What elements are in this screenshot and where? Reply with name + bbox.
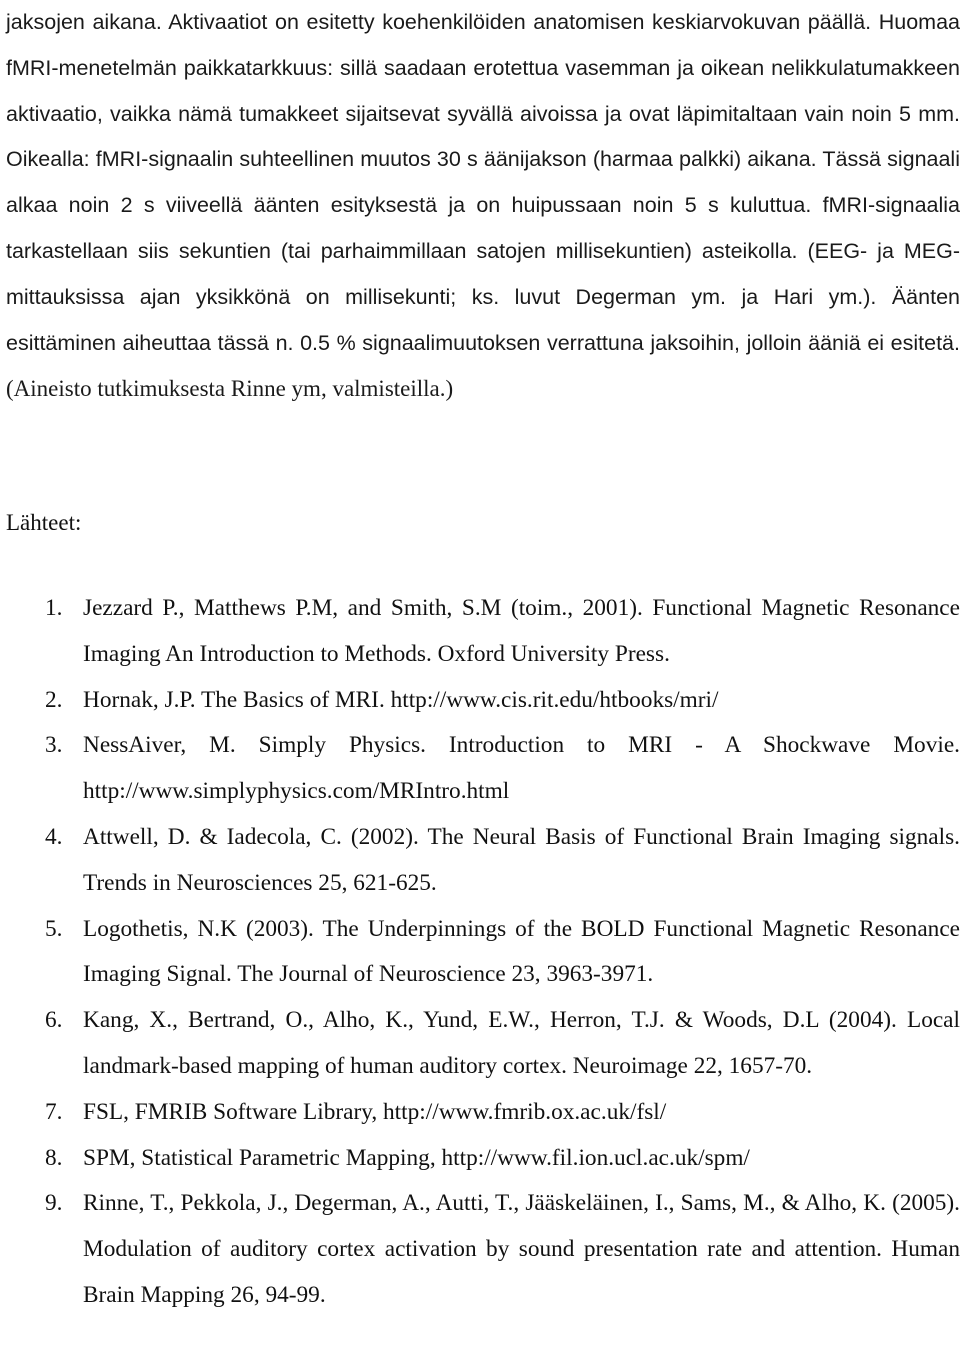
reference-item (6, 998, 960, 1090)
caption-source-note: (Aineisto tutkimuksesta Rinne ym, valmisteilla.) (6, 376, 454, 402)
reference-item (6, 678, 960, 724)
reference-item (6, 586, 960, 678)
reference-text: Logothetis, N.K (2003). The Underpinnings of the BOLD Functional Magnetic Resonance Imaging Signal. The Journal of Neuroscience 23, 3963-3971. (83, 915, 960, 988)
reference-item (6, 723, 960, 815)
reference-number: 7. (45, 1098, 63, 1125)
reference-item (6, 1181, 960, 1318)
reference-number: 4. (45, 823, 63, 850)
figure-caption-paragraph (6, 0, 960, 413)
reference-number: 8. (45, 1144, 63, 1171)
reference-text: Kang, X., Bertrand, O., Alho, K., Yund, E.W., Herron, T.J. & Woods, D.L (2004). Local landmark-based mapping of human auditory cortex. Neuroimage 22, 1657-70. (83, 1007, 960, 1079)
references-heading: Lähteet: (6, 510, 82, 535)
reference-number: 9. (45, 1190, 63, 1217)
reference-text: NessAiver, M. Simply Physics. Introduction to MRI - A Shockwave Movie. http://www.simplyphysics.com/MRIntro.html (83, 732, 960, 805)
reference-number: 2. (45, 686, 63, 713)
caption-body-text: jaksojen aikana. Aktivaatiot on esitetty koehenkilöiden anatomisen keskiarvokuvan päällä. Huomaa fMRI-menetelmän paikkatarkkuus: sillä saadaan erotettua vasemman ja oikean nelikkulatumakkeen aktivaatio, vaikka nämä tumakkeet sijaitsevat syvällä aivoissa ja ovat läpimitaltaan vain noin 5 mm. Oikealla: fMRI-signaalin suhteellinen muutos 30 s äänijakson (harmaa palkki) aikana. Tässä signaali alkaa noin 2 s viiveellä äänten esityksestä ja on huipussaan noin 5 s kuluttua. fMRI-signaalia tarkastellaan siis sekuntien (tai parhaimmillaan satojen millisekuntien) asteikolla. (EEG- ja MEG-mittauksissa ajan yksikkönä on millisekunti; ks. luvut Degerman ym. ja Hari ym.). Äänten esittäminen aiheuttaa tässä n. 0.5 % signaalimuutoksen verrattuna jaksoihin, jolloin ääniä ei esitetä. (6, 10, 960, 355)
reference-item (6, 1136, 960, 1182)
reference-text: Jezzard P., Matthews P.M, and Smith, S.M (toim., 2001). Functional Magnetic Resonance Imaging An Introduction to Methods. Oxford University Press. (83, 595, 960, 667)
reference-number: 5. (45, 915, 63, 942)
reference-number: 3. (45, 732, 63, 759)
reference-item (6, 907, 960, 999)
reference-text: SPM, Statistical Parametric Mapping, http://www.fil.ion.ucl.ac.uk/spm/ (83, 1144, 750, 1171)
reference-number: 6. (45, 1007, 63, 1034)
reference-text: FSL, FMRIB Software Library, http://www.fmrib.ox.ac.uk/fsl/ (83, 1098, 667, 1125)
reference-text: Attwell, D. & Iadecola, C. (2002). The Neural Basis of Functional Brain Imaging signals. Trends in Neurosciences 25, 621-625. (83, 823, 960, 896)
reference-item (6, 815, 960, 907)
reference-number: 1. (45, 595, 63, 621)
reference-text: Rinne, T., Pekkola, J., Degerman, A., Autti, T., Jääskeläinen, I., Sams, M., & Alho, K. (2005). Modulation of auditory cortex activation by sound presentation rate and attention. Human Brain Mapping 26, 94-99. (83, 1190, 960, 1308)
reference-text: Hornak, J.P. The Basics of MRI. http://www.cis.rit.edu/htbooks/mri/ (83, 686, 719, 713)
references-list (6, 586, 960, 1319)
reference-item (6, 1090, 960, 1136)
